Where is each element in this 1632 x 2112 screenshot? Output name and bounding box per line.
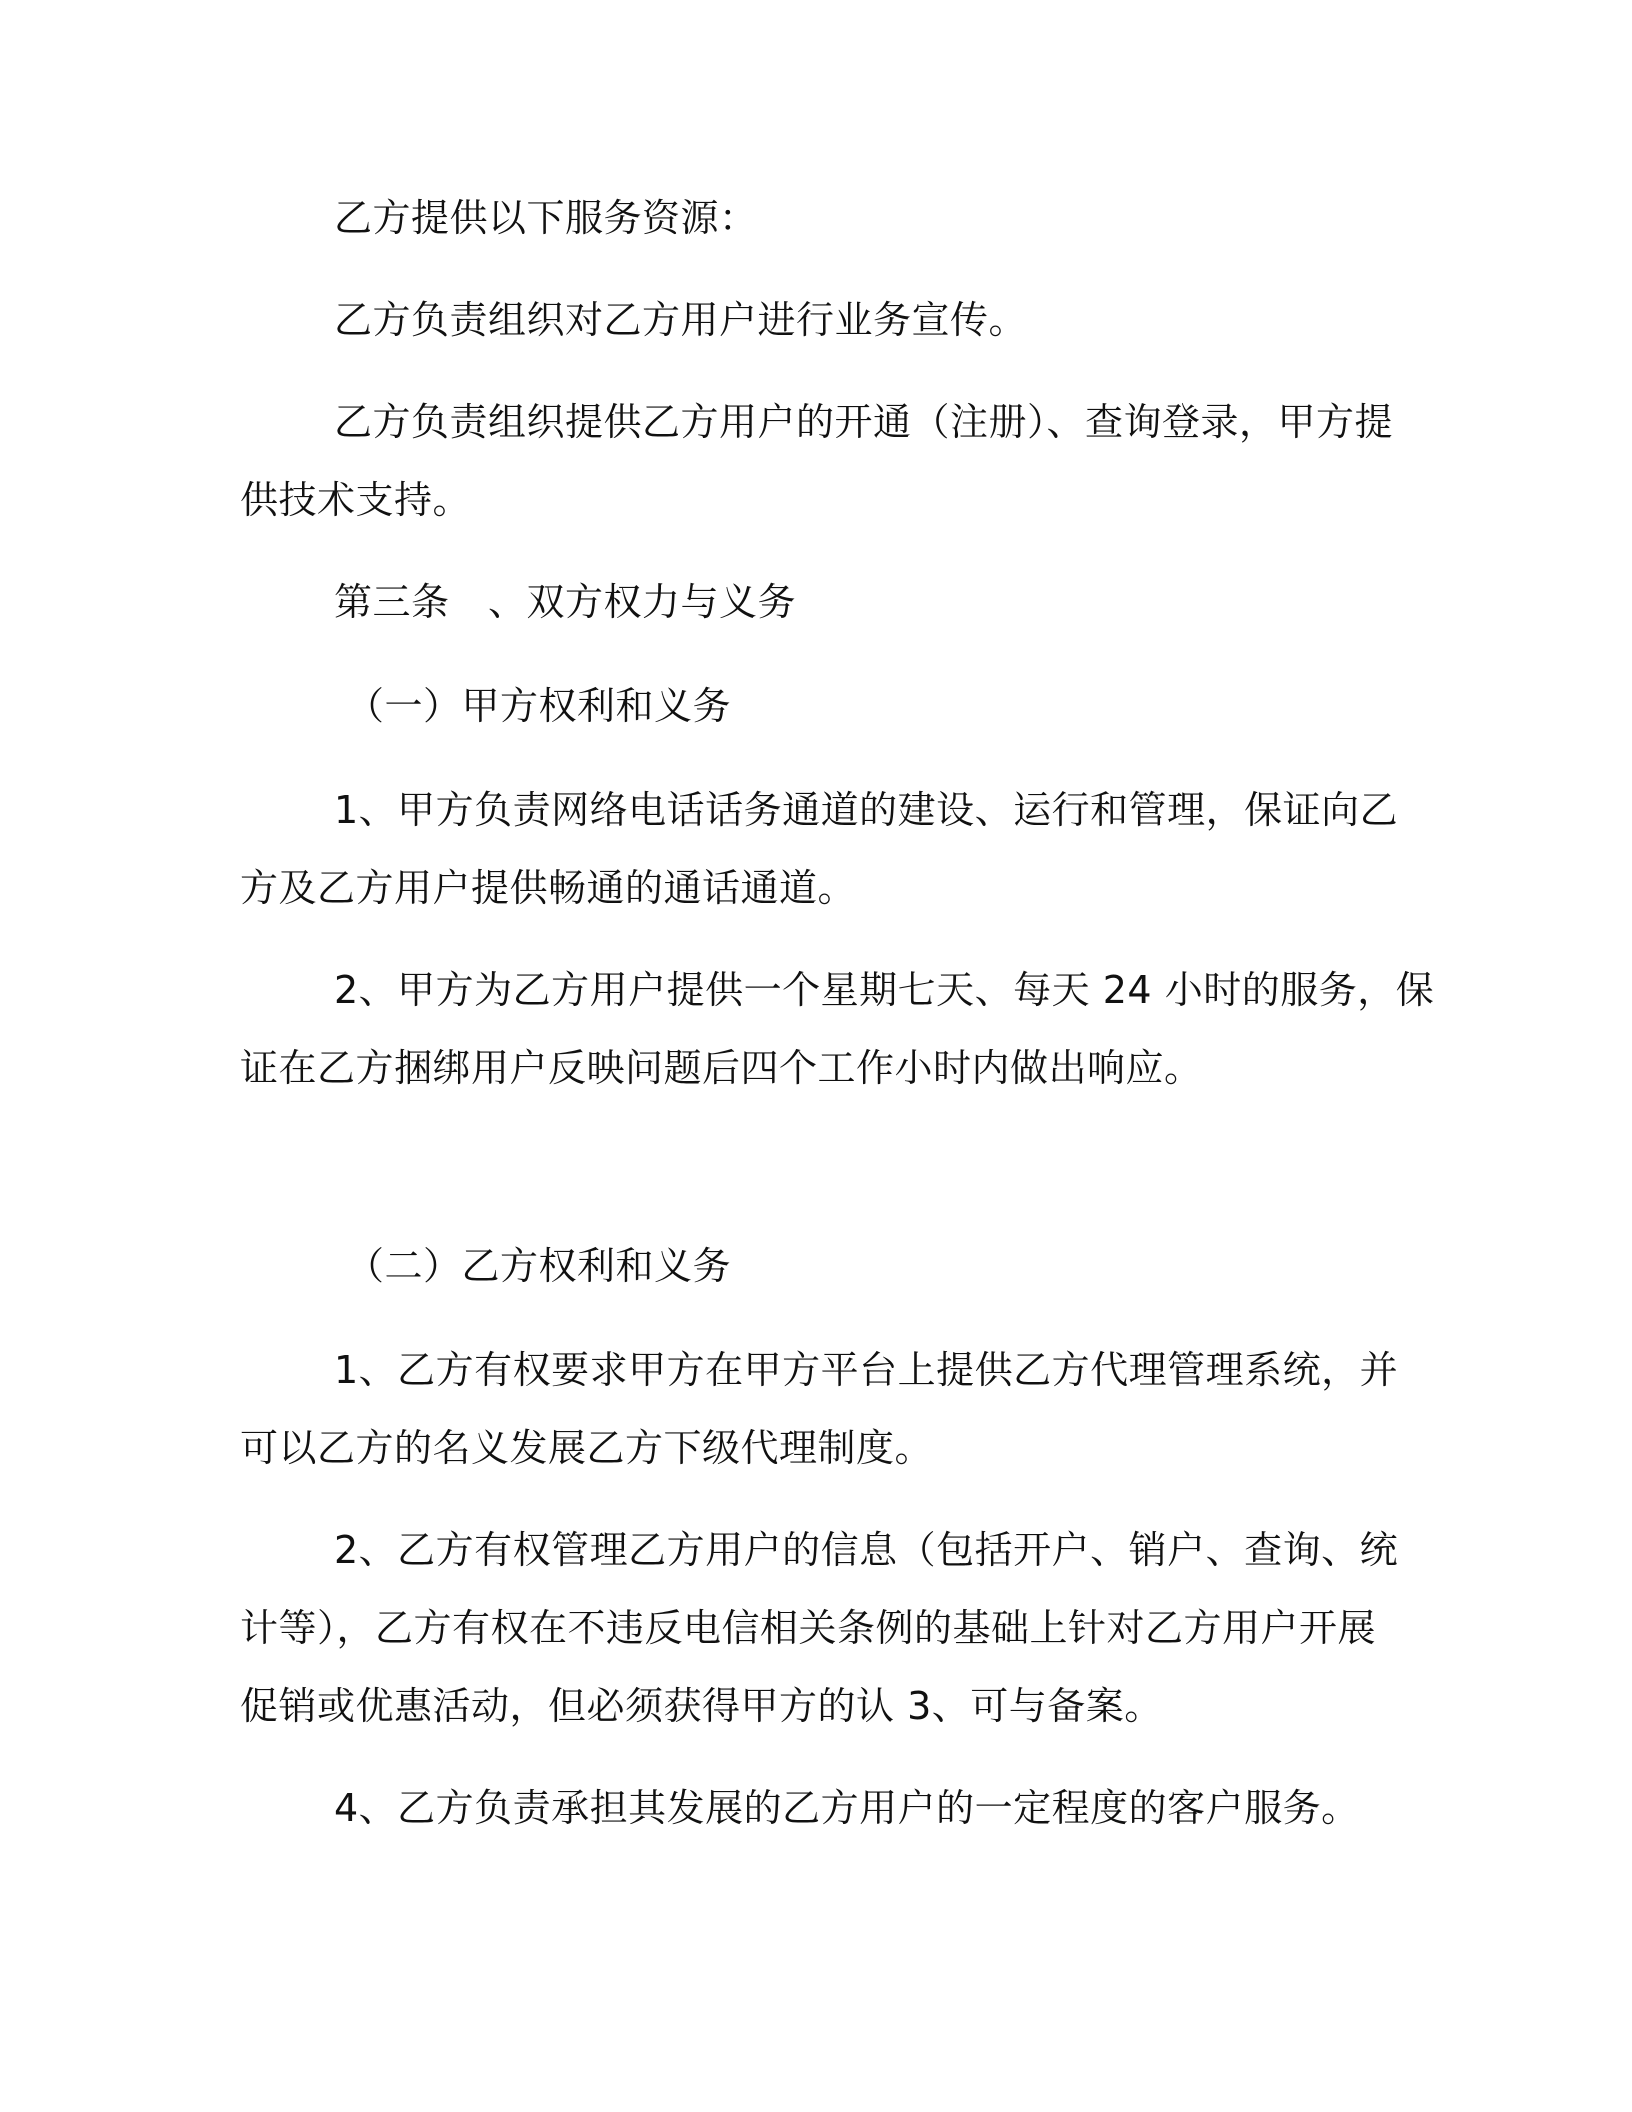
- party-b-item4: 4、乙方负责承担其发展的乙方用户的一定程度的客户服务。: [334, 1786, 1360, 1830]
- party-a-item1-line1: 1、甲方负责网络电话话务通道的建设、运行和管理，保证向乙: [334, 788, 1399, 832]
- paragraph-service-resources: 乙方提供以下服务资源：: [334, 196, 758, 240]
- paragraph-registration-line1: 乙方负责组织提供乙方用户的开通（注册）、查询登录，甲方提: [334, 400, 1394, 444]
- party-a-item2-line1: 2、甲方为乙方用户提供一个星期七天、每天 24 小时的服务，保: [334, 968, 1435, 1012]
- party-b-item1-line1: 1、乙方有权要求甲方在甲方平台上提供乙方代理管理系统，并: [334, 1348, 1399, 1392]
- party-a-item2-line2: 证在乙方捆绑用户反映问题后四个工作小时内做出响应。: [240, 1046, 1203, 1090]
- party-a-item1-line2: 方及乙方用户提供畅通的通话通道。: [240, 866, 857, 910]
- party-b-item2-line3: 促销或优惠活动，但必须获得甲方的认 3、可与备案。: [240, 1684, 1163, 1728]
- party-b-item2-line1: 2、乙方有权管理乙方用户的信息（包括开户、销户、查询、统: [334, 1528, 1399, 1572]
- section-party-b-heading: （二）乙方权利和义务: [346, 1244, 732, 1288]
- paragraph-promotion: 乙方负责组织对乙方用户进行业务宣传。: [334, 298, 1028, 342]
- section-party-a-heading: （一）甲方权利和义务: [346, 684, 732, 728]
- party-b-item2-line2: 计等），乙方有权在不违反电信相关条例的基础上针对乙方用户开展: [240, 1606, 1377, 1650]
- paragraph-registration-line2: 供技术支持。: [240, 478, 472, 522]
- party-b-item1-line2: 可以乙方的名义发展乙方下级代理制度。: [240, 1426, 934, 1470]
- article-three-heading: 第三条 、双方权力与义务: [334, 580, 797, 624]
